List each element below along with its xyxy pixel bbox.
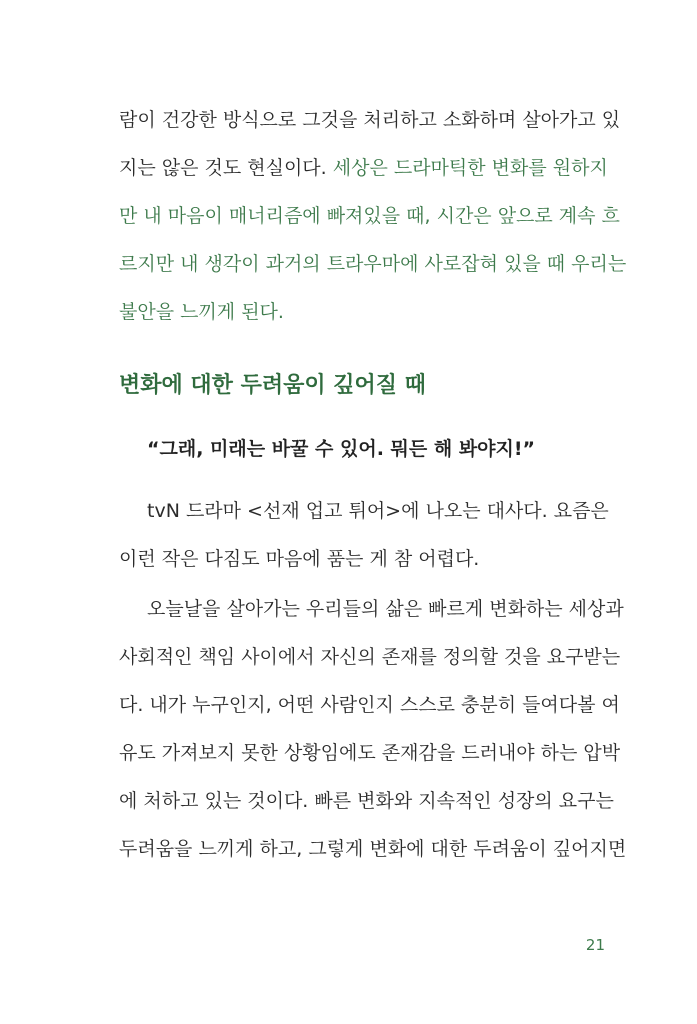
body-text-line: tvN 드라마 <선재 업고 튀어>에 나오는 대사다. 요즘은 (147, 500, 609, 522)
highlighted-text-line: 만 내 마음이 매너리즘에 빠져있을 때, 시간은 앞으로 계속 흐 (119, 205, 620, 227)
highlighted-text-line: 불안을 느끼게 된다. (119, 301, 284, 323)
body-text-line: 다. 내가 누구인지, 어떤 사람인지 스스로 충분히 들여다볼 여 (119, 694, 620, 716)
highlighted-text-segment: 세상은 드라마틱한 변화를 원하지 (332, 157, 608, 179)
body-text-line: 사회적인 책임 사이에서 자신의 존재를 정의할 것을 요구받는 (119, 646, 621, 668)
body-text-line: 에 처하고 있는 것이다. 빠른 변화와 지속적인 성장의 요구는 (119, 790, 614, 812)
body-text-line: 람이 건강한 방식으로 그것을 처리하고 소화하며 살아가고 있 (119, 109, 621, 131)
body-text-line: 오늘날을 살아가는 우리들의 삶은 빠르게 변화하는 세상과 (147, 598, 624, 620)
body-text-line: 두려움을 느끼게 하고, 그렇게 변화에 대한 두려움이 깊어지면 (119, 838, 627, 860)
section-heading: 변화에 대한 두려움이 깊어질 때 (119, 373, 426, 398)
body-text-line (119, 155, 608, 181)
quote-text: “그래, 미래는 바꿀 수 있어. 뭐든 해 봐야지!” (147, 438, 536, 460)
body-text-segment: 지는 않은 것도 현실이다. (119, 157, 327, 179)
body-text-line: 유도 가져보지 못한 상황임에도 존재감을 드러내야 하는 압박 (119, 742, 621, 764)
body-text-line: 이런 작은 다짐도 마음에 품는 게 참 어렵다. (119, 548, 480, 570)
highlighted-text-line: 르지만 내 생각이 과거의 트라우마에 사로잡혀 있을 때 우리는 (119, 253, 627, 275)
page-number: 21 (585, 936, 605, 954)
